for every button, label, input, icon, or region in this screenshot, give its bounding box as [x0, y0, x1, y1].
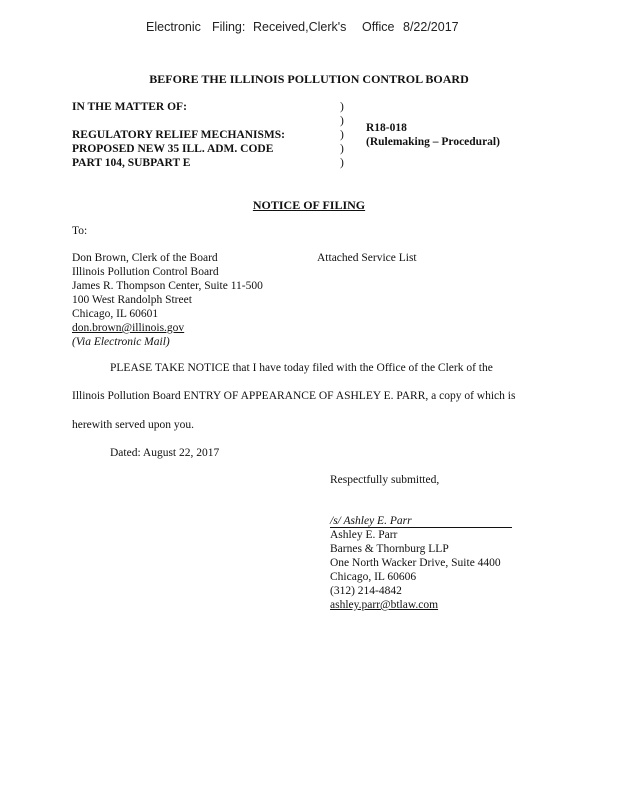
closing: Respectfully submitted,: [330, 474, 440, 486]
body-line: PLEASE TAKE NOTICE that I have today filed with the Office of the Clerk of the: [110, 362, 493, 374]
header-filing: Filing:: [212, 20, 246, 34]
signature-text: /s/ Ashley E. Parr: [330, 515, 412, 527]
header-date: 8/22/2017: [403, 20, 459, 34]
recipient-line: Don Brown, Clerk of the Board: [72, 252, 218, 264]
signature-line: [330, 515, 512, 528]
signature-line-text: Barnes & Thornburg LLP: [330, 543, 449, 555]
recipient-line: James R. Thompson Center, Suite 11-500: [72, 280, 263, 292]
body-line: herewith served upon you.: [72, 419, 194, 431]
signature-line-text: One North Wacker Drive, Suite 4400: [330, 557, 501, 569]
caption-line: PROPOSED NEW 35 ILL. ADM. CODE: [72, 143, 274, 155]
board-title: BEFORE THE ILLINOIS POLLUTION CONTROL BOARD: [149, 72, 469, 86]
caption-paren: ): [340, 115, 344, 127]
dated: Dated: August 22, 2017: [110, 447, 220, 459]
caption-paren: ): [340, 129, 344, 141]
header-received: Received,Clerk's: [253, 20, 347, 34]
header-office: Office: [362, 20, 395, 34]
signature-line-text: Chicago, IL 60606: [330, 571, 417, 583]
header-electronic: Electronic: [146, 20, 201, 34]
recipient-line: Chicago, IL 60601: [72, 308, 159, 320]
recipient-line: 100 West Randolph Street: [72, 294, 192, 306]
caption-line: PART 104, SUBPART E: [72, 157, 191, 169]
caption-paren: ): [340, 101, 344, 113]
body-line: Illinois Pollution Board ENTRY OF APPEARANCE OF ASHLEY E. PARR, a copy of which is: [72, 390, 516, 402]
signature-email-link[interactable]: ashley.parr@btlaw.com: [330, 599, 439, 611]
notice-title: NOTICE OF FILING: [252, 198, 366, 212]
signature-line-text: (312) 214-4842: [330, 585, 402, 597]
recipient-line: Illinois Pollution Control Board: [72, 266, 219, 278]
to-label: To:: [72, 225, 88, 237]
caption-paren: ): [340, 157, 344, 169]
service-list: Attached Service List: [317, 252, 417, 264]
caption-matter: IN THE MATTER OF:: [72, 101, 187, 113]
case-number: R18-018: [366, 122, 407, 134]
caption-line: REGULATORY RELIEF MECHANISMS:: [72, 129, 286, 141]
caption-paren: ): [340, 143, 344, 155]
recipient-via: (Via Electronic Mail): [72, 336, 170, 348]
recipient-email-link[interactable]: don.brown@illinois.gov: [72, 322, 185, 334]
case-type: (Rulemaking – Procedural): [366, 136, 500, 148]
signature-line-text: Ashley E. Parr: [330, 529, 398, 541]
